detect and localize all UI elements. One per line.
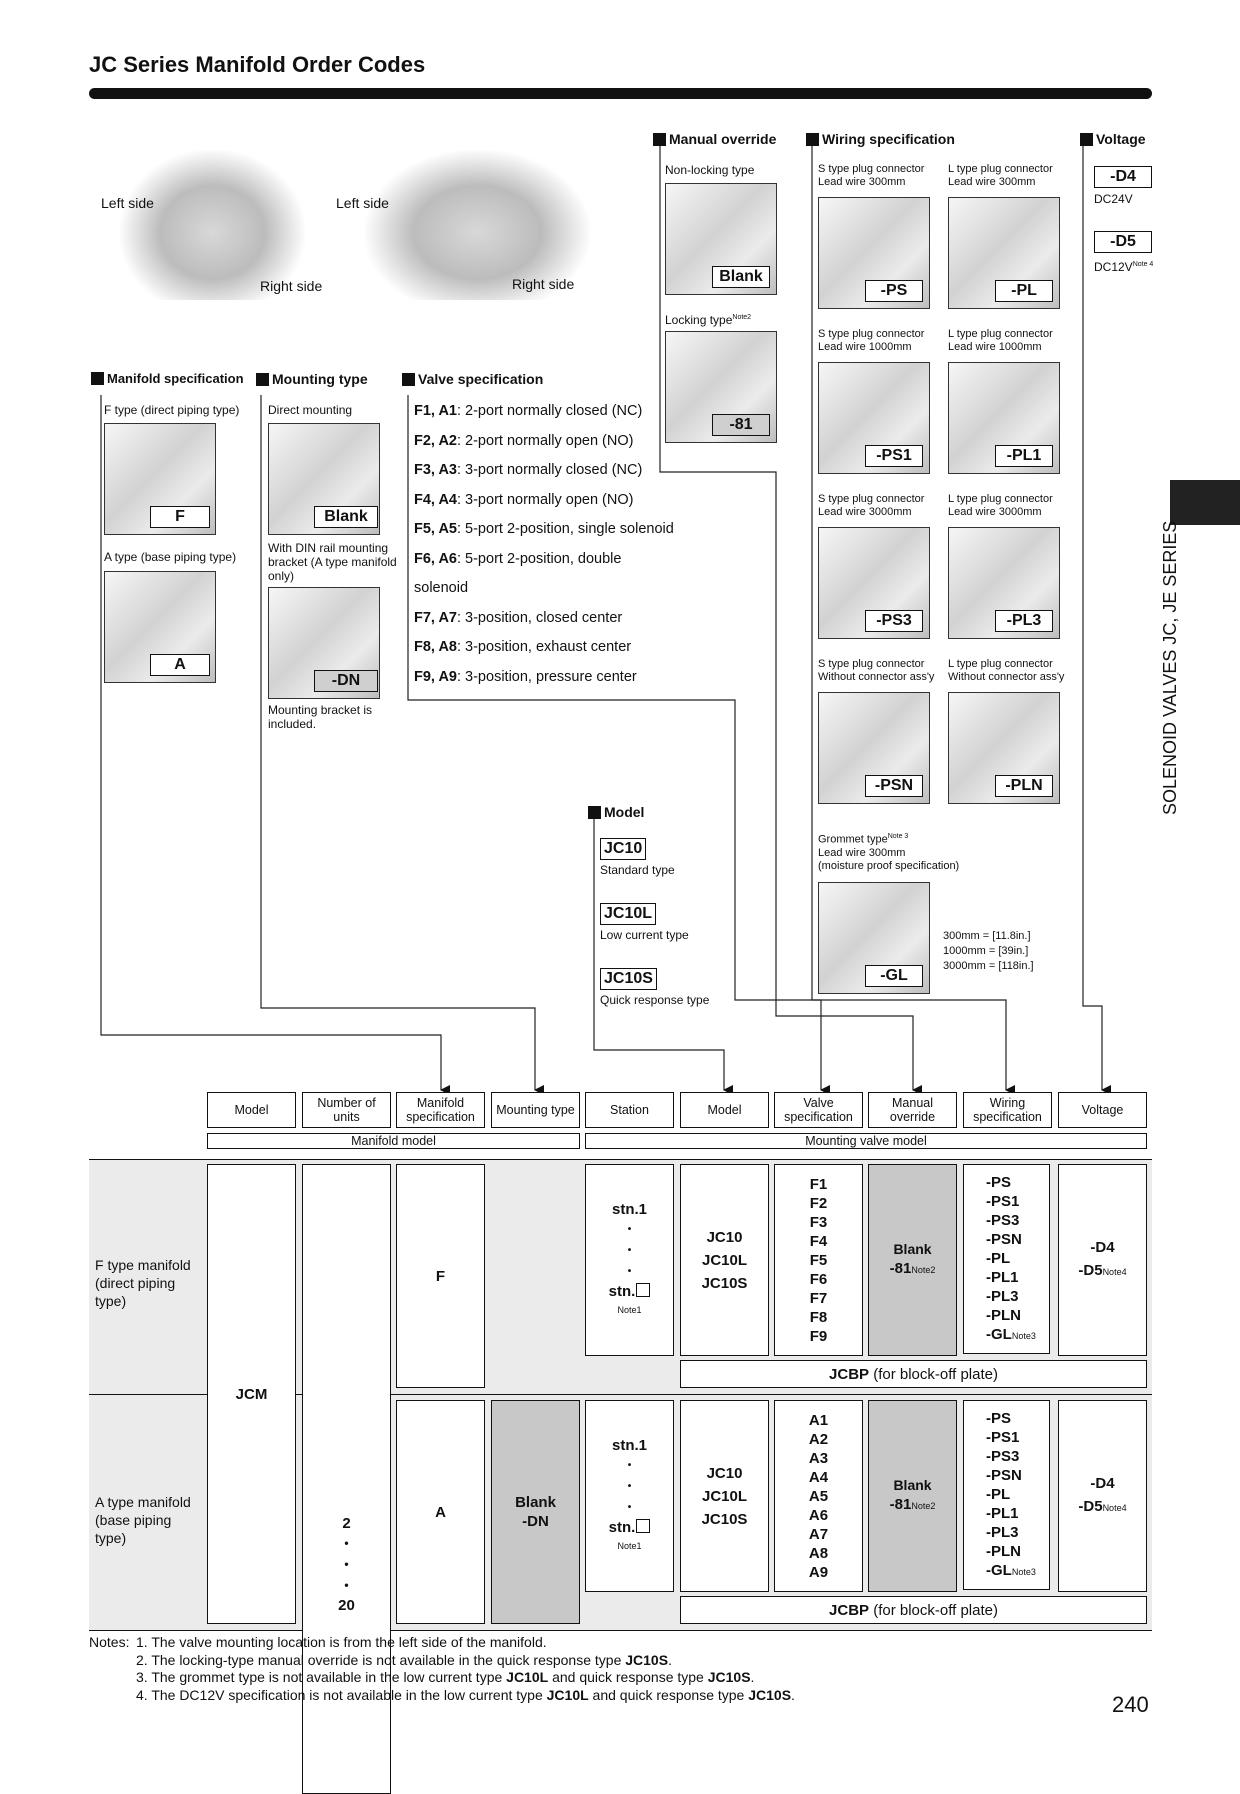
table-header-cell: Number of units <box>302 1092 391 1128</box>
override-note: Note2 <box>911 1265 936 1275</box>
wiring-label-line2: Lead wire 300mm <box>948 176 1036 188</box>
note-part: . <box>668 1651 672 1668</box>
group-valve-model: Mounting valve model <box>585 1133 1147 1149</box>
wiring-code-box: -PL3 <box>995 610 1053 632</box>
wiring-code: -PL3 <box>986 1287 1019 1305</box>
valve-code: F3 <box>809 1213 828 1231</box>
valve-spec-desc: : 5-port 2-position, double solenoid <box>414 550 622 596</box>
model-code: JC10L <box>701 1251 748 1269</box>
wiring-spec-heading: Wiring specification <box>806 131 955 147</box>
valve-spec-desc: : 3-position, pressure center <box>456 668 637 685</box>
mounting-type-heading: Mounting type <box>256 371 368 387</box>
units-value: 2 <box>342 1514 351 1532</box>
wiring-code-box: -PL1 <box>995 445 1053 467</box>
valve-spec-item <box>414 545 674 604</box>
a-code-box: A <box>150 654 210 676</box>
f-code-box: F <box>150 506 210 528</box>
station-dot: • <box>627 1460 632 1471</box>
override-81-code: -81 <box>889 1496 912 1513</box>
override-blank: Blank <box>893 1241 932 1257</box>
station-dot: • <box>627 1224 632 1235</box>
station-dot: • <box>627 1266 632 1277</box>
jcbp-code: JCBP <box>829 1601 870 1619</box>
valve-spec-desc: : 2-port normally open (NO) <box>456 432 634 449</box>
voltage-d5-code: -D5 <box>1078 1262 1103 1279</box>
wiring-label-line2: Without connector ass'y <box>948 671 1065 683</box>
wiring-label <box>948 658 1064 684</box>
cell-override <box>868 1400 957 1592</box>
table-header-cell: Valve specification <box>774 1092 863 1128</box>
valve-spec-codes: F3, A3 <box>414 462 457 478</box>
units-value: 20 <box>338 1596 355 1614</box>
photo-right-side-label-2: Right side <box>512 276 575 292</box>
wiring-label <box>948 163 1053 189</box>
note-part: JC10L <box>506 1669 549 1685</box>
wiring-label-line1: L type plug connector <box>948 493 1053 505</box>
nonlocking-code: Blank <box>712 266 770 288</box>
note-part: 1. The valve mounting location is from the left side of the manifold. <box>136 1634 547 1650</box>
voltage-d5-code: -D5 <box>1078 1498 1103 1515</box>
wiring-code: -PLN <box>986 1306 1021 1324</box>
valve-code: F1 <box>809 1175 828 1193</box>
units-value: • <box>344 1556 349 1571</box>
wiring-code-box: -PS1 <box>865 445 923 467</box>
wiring-label <box>818 328 924 354</box>
notes-block <box>89 1634 989 1704</box>
wiring-code: -PL1 <box>986 1268 1019 1286</box>
wiring-code: -PS <box>986 1173 1012 1191</box>
valve-spec-desc: : 3-port normally open (NO) <box>456 491 634 508</box>
model-code: JC10 <box>706 1228 743 1246</box>
voltage-d4: -D4 <box>1090 1239 1115 1256</box>
conversion-2: 3000mm = [118in.] <box>943 960 1034 972</box>
jcbp-code: JCBP <box>829 1365 870 1383</box>
table-header-cell: Model <box>207 1092 296 1128</box>
cell-a-spec: A <box>396 1400 485 1624</box>
override-81 <box>890 1495 936 1516</box>
station-note: Note1 <box>617 1305 642 1315</box>
voltage-d4: -D4 <box>1090 1475 1115 1492</box>
valve-code: A1 <box>808 1411 829 1429</box>
table-header-cell: Manual override <box>868 1092 957 1128</box>
voltage-note: Note4 <box>1102 1503 1127 1513</box>
cell-voltage <box>1058 1400 1147 1592</box>
table-header-cell: Mounting type <box>491 1092 580 1128</box>
wiring-label-line2: Without connector ass'y <box>818 671 935 683</box>
wiring-label-line1: S type plug connector <box>818 328 925 340</box>
direct-mounting-label: Direct mounting <box>268 403 353 417</box>
wiring-label <box>948 493 1053 519</box>
wiring-code: -PS1 <box>986 1428 1020 1446</box>
model-code: JC10 <box>706 1464 743 1482</box>
valve-code: A7 <box>808 1525 829 1543</box>
valve-spec-item <box>414 427 674 457</box>
model-jc10l: JC10L Low current type <box>600 905 689 942</box>
cell-models <box>680 1164 769 1356</box>
wiring-code: -PL <box>986 1249 1011 1267</box>
valve-spec-item <box>414 604 674 634</box>
din-mounting-code: -DN <box>314 670 378 692</box>
voltage-heading: Voltage <box>1080 131 1146 147</box>
jcbp-desc: (for block-off plate) <box>869 1365 998 1383</box>
wiring-label-line2: Lead wire 1000mm <box>818 341 912 353</box>
note-part: 3. The grommet type is not available in the low current type <box>136 1669 507 1685</box>
station-dot: • <box>627 1481 632 1492</box>
page-title: JC Series Manifold Order Codes <box>89 52 426 77</box>
cell-a-mount: Blank -DN <box>491 1400 580 1624</box>
wiring-gl-note: Note3 <box>1011 1566 1036 1577</box>
wiring-label-line1: L type plug connector <box>948 163 1053 175</box>
note-part: . <box>791 1686 795 1703</box>
model-heading: Model <box>588 804 644 820</box>
wiring-code: -PS1 <box>986 1192 1020 1210</box>
model-code: JC10S <box>701 1274 748 1292</box>
voltage-d5 <box>1078 1259 1126 1284</box>
valve-code: F7 <box>809 1289 828 1307</box>
cell-f-spec: F <box>396 1164 485 1388</box>
wiring-code: -PSN <box>986 1466 1022 1484</box>
valve-code: A5 <box>808 1487 829 1505</box>
a-type-label: A type (base piping type) <box>104 550 237 564</box>
note-part: JC10S <box>748 1686 792 1703</box>
station-last-text: stn. <box>608 1283 636 1300</box>
wiring-code-box: -PLN <box>995 775 1053 797</box>
table-header-cell: Manifold specification <box>396 1092 485 1128</box>
table-header-cell: Voltage <box>1058 1092 1147 1128</box>
override-81 <box>890 1259 936 1280</box>
wiring-label-line1: S type plug connector <box>818 163 925 175</box>
note-part: JC10S <box>707 1669 751 1685</box>
valve-spec-codes: F7, A7 <box>414 609 457 626</box>
valve-spec-codes: F9, A9 <box>414 668 457 685</box>
wiring-label <box>818 493 924 519</box>
wiring-gl <box>986 1561 1036 1582</box>
note-part: JC10S <box>625 1651 669 1668</box>
wiring-code-box: -PS3 <box>865 610 923 632</box>
cell-voltage <box>1058 1164 1147 1356</box>
valve-spec-desc: : 3-port normally closed (NC) <box>456 462 643 478</box>
wiring-label-line1: L type plug connector <box>948 658 1053 670</box>
f-row-label: F type manifold (direct piping type) <box>95 1257 191 1309</box>
notes-lead: Notes: <box>89 1634 130 1650</box>
valve-spec-codes: F4, A4 <box>414 491 457 508</box>
locking-code: -81 <box>712 414 770 436</box>
table-header-cell: Station <box>585 1092 674 1128</box>
wiring-label-line2: Lead wire 3000mm <box>948 506 1042 518</box>
cell-valves <box>774 1164 863 1356</box>
wiring-label-line1: S type plug connector <box>818 658 925 670</box>
group-manifold-model: Manifold model <box>207 1133 580 1149</box>
note-part: JC10L <box>546 1686 589 1703</box>
note-part: and quick response type <box>548 1669 708 1685</box>
side-series-label: SOLENOID VALVES JC, JE SERIES <box>1160 520 1180 815</box>
f-type-label: F type (direct piping type) <box>104 403 240 417</box>
wiring-label-line2: Lead wire 1000mm <box>948 341 1042 353</box>
valve-spec-item <box>414 663 674 693</box>
valve-code: A9 <box>808 1563 829 1581</box>
grommet-label: Grommet type$^{Note 3}$ Lead wire 300mm (moisture proof specification) <box>818 833 960 872</box>
valve-spec-item <box>414 515 674 545</box>
valve-spec-codes: F8, A8 <box>414 639 457 655</box>
valve-spec-codes: F2, A2 <box>414 432 457 449</box>
wiring-code-box: -PS <box>865 280 923 302</box>
valve-code: F4 <box>809 1232 828 1250</box>
wiring-code: -PS3 <box>986 1211 1020 1229</box>
units-value: • <box>344 1577 349 1592</box>
voltage-d5 <box>1078 1495 1126 1520</box>
station-last <box>609 1282 651 1301</box>
valve-spec-item <box>414 397 674 427</box>
valve-spec-desc: : 3-position, closed center <box>456 609 623 626</box>
valve-spec-codes: F5, A5 <box>414 521 457 537</box>
station-last <box>609 1518 651 1537</box>
valve-code: A6 <box>808 1506 829 1524</box>
wiring-gl-code: -GL <box>986 1325 1012 1343</box>
wiring-code: -PL1 <box>986 1504 1019 1522</box>
station-dot: • <box>627 1245 632 1256</box>
valve-spec-item <box>414 456 674 486</box>
valve-code: F8 <box>809 1308 828 1326</box>
model-code: JC10L <box>701 1487 748 1505</box>
note-line <box>89 1669 989 1687</box>
wiring-code: -PL <box>986 1485 1011 1503</box>
manual-override-heading: Manual override <box>653 131 776 147</box>
wiring-code: -PS <box>986 1409 1012 1427</box>
cell-wiring <box>963 1400 1050 1590</box>
model-jc10: JC10 Standard type <box>600 840 675 877</box>
note-part: and quick response type <box>588 1686 749 1703</box>
wiring-code-box: -PL <box>995 280 1053 302</box>
station-first: stn.1 <box>611 1437 647 1454</box>
wiring-gl-note: Note3 <box>1011 1330 1036 1341</box>
photo-left-side-label-2: Left side <box>336 195 389 211</box>
table-header-cell: Model <box>680 1092 769 1128</box>
d5-label: $DC12V^{Note 4}$ <box>1094 260 1154 274</box>
d5-code: -D5 <box>1094 231 1152 253</box>
jcbp-desc: (for block-off plate) <box>869 1601 998 1619</box>
station-box <box>636 1519 650 1533</box>
cell-models <box>680 1400 769 1592</box>
note-line <box>89 1634 989 1652</box>
page-number: 240 <box>1112 1692 1149 1717</box>
wiring-label <box>818 163 924 189</box>
valve-spec-desc: : 5-port 2-position, single solenoid <box>456 521 674 537</box>
wiring-code: -PS3 <box>986 1447 1020 1465</box>
valve-code: A2 <box>808 1430 829 1448</box>
wiring-code: -PL3 <box>986 1523 1019 1541</box>
station-last-text: stn. <box>608 1519 636 1536</box>
valve-spec-desc: : 3-position, exhaust center <box>456 639 632 655</box>
note-line <box>89 1652 989 1670</box>
d4-label: DC24V <box>1094 192 1133 206</box>
wiring-gl <box>986 1325 1036 1346</box>
cell-wiring <box>963 1164 1050 1354</box>
valve-spec-item <box>414 486 674 516</box>
wiring-code: -PSN <box>986 1230 1022 1248</box>
grommet-code: -GL <box>865 965 923 987</box>
cell-jcbp <box>680 1360 1147 1388</box>
wiring-code: -PLN <box>986 1542 1021 1560</box>
cell-jcm: JCM <box>207 1164 296 1624</box>
override-blank: Blank <box>893 1477 932 1493</box>
manifold-spec-heading: Manifold specification <box>91 371 244 386</box>
valve-code: F5 <box>809 1251 828 1269</box>
units-value: • <box>344 1535 349 1550</box>
override-81-code: -81 <box>889 1260 912 1277</box>
table-header-cell: Wiring specification <box>963 1092 1052 1128</box>
valve-spec-list <box>414 397 674 692</box>
station-first: stn.1 <box>611 1201 647 1218</box>
valve-code: F6 <box>809 1270 828 1288</box>
locking-label: Locking type$^{Note2}$ <box>665 313 752 327</box>
valve-spec-desc: : 2-port normally closed (NC) <box>456 403 643 419</box>
valve-spec-item <box>414 633 674 663</box>
nonlocking-label: Non-locking type <box>665 163 755 177</box>
din-mounting-label: With DIN rail mounting bracket (A type manifold only) <box>268 541 397 583</box>
valve-spec-codes: F6, A6 <box>414 550 457 567</box>
valve-spec-heading: Valve specification <box>402 371 543 387</box>
override-note: Note2 <box>911 1501 936 1511</box>
note-part: . <box>750 1669 755 1685</box>
photo-left-side-label: Left side <box>101 195 154 211</box>
station-dot: • <box>627 1502 632 1513</box>
direct-mounting-code: Blank <box>314 506 378 528</box>
wiring-label <box>818 658 934 684</box>
station-note: Note1 <box>617 1541 642 1551</box>
cell-override <box>868 1164 957 1356</box>
wiring-label <box>948 328 1053 354</box>
wiring-code-box: -PSN <box>865 775 923 797</box>
voltage-note: Note4 <box>1102 1267 1127 1277</box>
d4-code: -D4 <box>1094 166 1152 188</box>
wiring-label-line2: Lead wire 3000mm <box>818 506 912 518</box>
valve-code: F9 <box>809 1327 828 1345</box>
station-box <box>636 1283 650 1297</box>
cell-station <box>585 1164 674 1356</box>
cell-station <box>585 1400 674 1592</box>
conversion-0: 300mm = [11.8in.] <box>943 930 1031 942</box>
wiring-gl-code: -GL <box>986 1561 1012 1579</box>
cell-valves <box>774 1400 863 1592</box>
photo-right-side-label: Right side <box>260 278 323 294</box>
a-row-label: A type manifold (base piping type) <box>95 1494 191 1546</box>
note-part: 4. The DC12V specification is not available in the low current type <box>136 1686 547 1703</box>
note-part: 2. The locking-type manual override is not available in the quick response type <box>136 1651 626 1668</box>
valve-code: F2 <box>809 1194 828 1212</box>
model-code: JC10S <box>701 1510 748 1528</box>
wiring-label-line1: S type plug connector <box>818 493 925 505</box>
valve-code: A8 <box>808 1544 829 1562</box>
wiring-label-line1: L type plug connector <box>948 328 1053 340</box>
conversion-1: 1000mm = [39in.] <box>943 945 1029 957</box>
note-line <box>89 1687 989 1705</box>
cell-jcbp <box>680 1596 1147 1624</box>
valve-code: A3 <box>808 1449 829 1467</box>
model-jc10s: JC10S Quick response type <box>600 970 710 1007</box>
valve-code: A4 <box>808 1468 829 1486</box>
valve-spec-codes: F1, A1 <box>414 403 457 419</box>
wiring-label-line2: Lead wire 300mm <box>818 176 906 188</box>
din-mounting-note: Mounting bracket is included. <box>268 703 373 731</box>
